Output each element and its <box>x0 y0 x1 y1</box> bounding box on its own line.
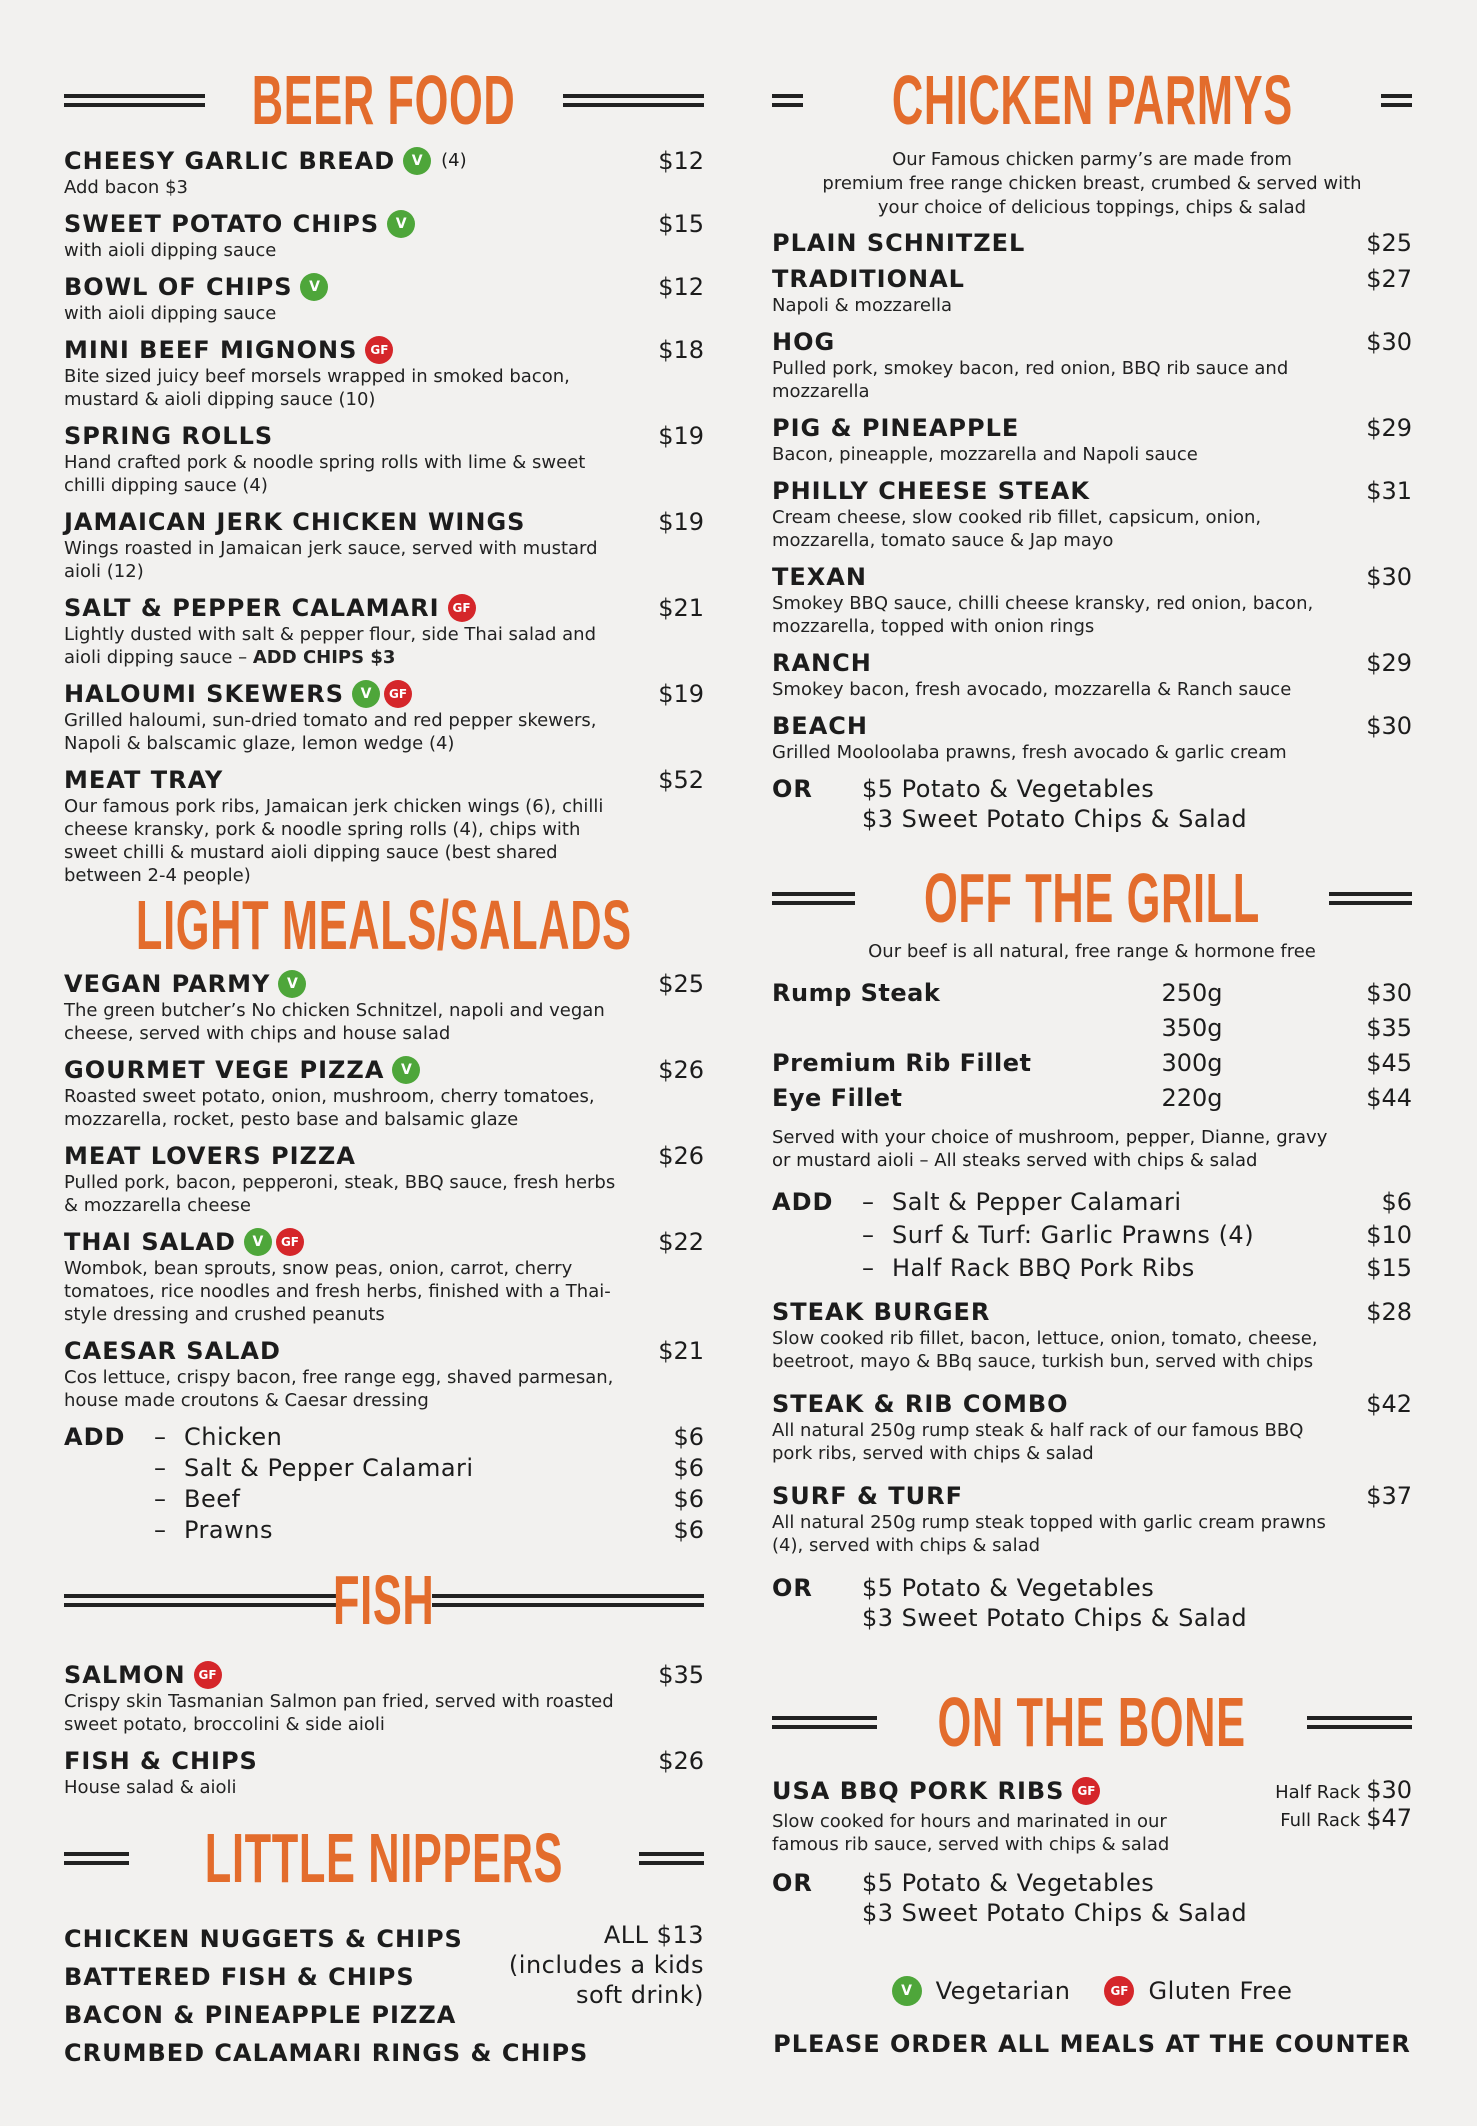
header-rule <box>1329 892 1412 905</box>
item-price: $26 <box>658 1142 704 1170</box>
or-option: $3 Sweet Potato Chips & Salad <box>862 1899 1248 1927</box>
or-option: $5 Potato & Vegetables <box>862 1574 1155 1602</box>
item-desc: Wombok, bean sprouts, snow peas, onion, carrot, cherry tomatoes, rice noodles and fresh herbs, finished with a Thai-style dressing and crushed peanuts <box>64 1258 611 1325</box>
steak-price: $30 <box>1366 979 1412 1007</box>
kids-item: BACON & PINEAPPLE PIZZA <box>64 2001 457 2029</box>
item-name: CAESAR SALAD <box>64 1337 281 1365</box>
item-name: GOURMET VEGE PIZZA <box>64 1056 385 1084</box>
add-on-item: Surf & Turf: Garlic Prawns (4) <box>892 1221 1255 1249</box>
item-name: SPRING ROLLS <box>64 422 274 450</box>
gluten-free-icon: GF <box>448 594 476 622</box>
item-list <box>64 1660 704 1799</box>
vegetarian-icon: V <box>892 1976 922 2006</box>
add-on-row: ADD – Salt & Pepper Calamari $6 <box>772 1186 1412 1219</box>
item-price: $42 <box>1366 1390 1412 1418</box>
item-name: PLAIN SCHNITZEL <box>772 229 1026 257</box>
add-ons <box>64 1422 704 1546</box>
item-name: HALOUMI SKEWERS <box>64 680 345 708</box>
section-header <box>64 1818 704 1898</box>
steak-note: Served with your choice of mushroom, pepper, Dianne, gravy or mustard aioli – All steaks served with chips & salad <box>772 1127 1328 1171</box>
item-name: MEAT TRAY <box>64 766 224 794</box>
menu-item <box>64 593 704 669</box>
header-rule <box>772 892 855 905</box>
legend <box>772 1976 1412 2006</box>
menu-item <box>64 421 704 497</box>
item-desc: Pulled pork, smokey bacon, red onion, BBQ rib sauce and mozzarella <box>772 358 1289 402</box>
add-on-row: – Beef $6 <box>154 1485 704 1513</box>
item-desc: All natural 250g rump steak topped with garlic cream prawns (4), served with chips & salad <box>772 1512 1326 1556</box>
header-rule <box>772 1716 877 1729</box>
item-name: SURF & TURF <box>772 1482 964 1510</box>
item-desc: The green butcher’s No chicken Schnitzel, napoli and vegan cheese, served with chips and house salad <box>64 1000 605 1044</box>
kids-item: CHICKEN NUGGETS & CHIPS <box>64 1925 463 1953</box>
steak-name: Rump Steak <box>772 979 941 1007</box>
item-price: $29 <box>1366 649 1412 677</box>
fish-section <box>64 1560 704 1809</box>
item-desc: Grilled Mooloolaba prawns, fresh avocado & garlic cream <box>772 742 1287 763</box>
item-price: $19 <box>658 422 704 450</box>
header-rule <box>1381 94 1412 107</box>
item-desc: Cream cheese, slow cooked rib fillet, capsicum, onion, mozzarella, tomato sauce & Jap mayo <box>772 507 1262 551</box>
add-on-price: $6 <box>1381 1188 1412 1216</box>
steak-price: $44 <box>1366 1084 1412 1112</box>
item-price: $21 <box>658 1337 704 1365</box>
header-rule <box>639 1852 704 1865</box>
item-desc: Wings roasted in Jamaican jerk sauce, served with mustard aioli (12) <box>64 538 598 582</box>
kids-menu <box>64 1920 704 2072</box>
little-nippers-section <box>64 1818 704 2072</box>
add-on-item: Prawns <box>184 1516 273 1544</box>
item-desc: Add bacon $3 <box>64 177 188 198</box>
item-name: MEAT LOVERS PIZZA <box>64 1142 356 1170</box>
menu-item <box>64 1660 704 1736</box>
section-intro: Our beef is all natural, free range & hormone free <box>868 941 1316 962</box>
item-desc: Hand crafted pork & noodle spring rolls with lime & sweet chilli dipping sauce (4) <box>64 452 586 496</box>
item-name: BOWL OF CHIPS <box>64 273 293 301</box>
item-price: $21 <box>658 594 704 622</box>
kids-item: CRUMBED CALAMARI RINGS & CHIPS <box>64 2039 589 2067</box>
menu-item <box>64 272 704 325</box>
item-name: THAI SALAD <box>64 1228 236 1256</box>
menu-item <box>64 1055 704 1131</box>
item-name: STEAK & RIB COMBO <box>772 1390 1069 1418</box>
item-name: TRADITIONAL <box>772 265 965 293</box>
add-on-row: – Surf & Turf: Garlic Prawns (4) $10 <box>772 1219 1412 1252</box>
item-desc: with aioli dipping sauce <box>64 303 277 324</box>
item-price: $27 <box>1366 265 1412 293</box>
or-option: $5 Potato & Vegetables <box>862 775 1155 803</box>
menu-item <box>64 335 704 411</box>
item-name: USA BBQ PORK RIBS <box>772 1777 1065 1805</box>
legend-vegetarian: Vegetarian <box>935 1977 1071 2005</box>
item-price: $37 <box>1366 1482 1412 1510</box>
menu-item <box>64 679 704 755</box>
or-option: $5 Potato & Vegetables <box>862 1869 1155 1897</box>
gluten-free-icon: GF <box>384 680 412 708</box>
item-price: $25 <box>658 970 704 998</box>
gluten-free-icon: GF <box>365 336 393 364</box>
steak-price: $45 <box>1366 1049 1412 1077</box>
order-notice: PLEASE ORDER ALL MEALS AT THE COUNTER <box>773 2030 1411 2058</box>
steak-row <box>772 1011 1412 1046</box>
add-on-item: Salt & Pepper Calamari <box>892 1188 1182 1216</box>
steak-name: Eye Fillet <box>772 1084 903 1112</box>
section-title: BEER FOOD <box>252 61 516 139</box>
add-on-row: – Prawns $6 <box>154 1516 704 1544</box>
item-price: $12 <box>658 147 704 175</box>
steak-weight: 220g <box>1161 1084 1223 1112</box>
menu-item <box>772 1776 1412 1856</box>
add-on-price: $6 <box>673 1516 704 1544</box>
item-desc: All natural 250g rump steak & half rack of our famous BBQ pork ribs, served with chips & salad <box>772 1420 1304 1464</box>
vegetarian-icon: V <box>392 1056 420 1084</box>
item-name: HOG <box>772 328 836 356</box>
menu-item <box>772 264 1412 317</box>
steak-weight: 250g <box>1161 979 1223 1007</box>
item-desc: Pulled pork, bacon, pepperoni, steak, BBQ sauce, fresh herbs & mozzarella cheese <box>64 1172 616 1216</box>
menu-item <box>772 1389 1412 1465</box>
item-list <box>772 228 1412 834</box>
item-desc: Crispy skin Tasmanian Salmon pan fried, served with roasted sweet potato, broccolini & side aioli <box>64 1691 614 1735</box>
item-desc: Bite sized juicy beef morsels wrapped in smoked bacon, mustard & aioli dipping sauce (10) <box>64 366 570 410</box>
steak-weight: 350g <box>1161 1014 1223 1042</box>
rack-price-row <box>1275 1776 1412 1804</box>
item-price: $26 <box>658 1056 704 1084</box>
add-on-row: – Half Rack BBQ Pork Ribs $15 <box>772 1252 1412 1285</box>
steak-row <box>772 976 1412 1011</box>
add-on-price: $6 <box>673 1485 704 1513</box>
add-chips-note: ADD CHIPS $3 <box>252 647 396 668</box>
header-rule <box>563 94 704 107</box>
add-on-item: Beef <box>184 1485 241 1513</box>
section-header <box>772 60 1412 140</box>
item-price: $30 <box>1366 712 1412 740</box>
section-title: LIGHT MEALS/SALADS <box>136 886 632 964</box>
header-rule <box>64 1594 336 1607</box>
item-name: PHILLY CHEESE STEAK <box>772 477 1090 505</box>
item-name: JAMAICAN JERK CHICKEN WINGS <box>64 508 526 536</box>
menu-item <box>772 228 1412 258</box>
kids-item: BATTERED FISH & CHIPS <box>64 1963 415 1991</box>
vegetarian-icon: V <box>403 147 431 175</box>
gluten-free-icon: GF <box>1104 1976 1134 2006</box>
menu-item <box>772 562 1412 638</box>
section-intro: Our Famous chicken parmy’s are made from premium free range chicken breast, crumbed & served with your choice of delicious toppings, chips & salad <box>822 149 1362 218</box>
light-meals-section <box>64 885 704 1546</box>
item-price: $30 <box>1366 563 1412 591</box>
menu-item <box>772 648 1412 701</box>
item-name: FISH & CHIPS <box>64 1747 258 1775</box>
item-name: STEAK BURGER <box>772 1298 991 1326</box>
item-desc: Smokey bacon, fresh avocado, mozzarella & Ranch sauce <box>772 679 1292 700</box>
or-option: $3 Sweet Potato Chips & Salad <box>862 805 1248 833</box>
add-ons <box>772 1186 1412 1285</box>
vegetarian-icon: V <box>278 970 306 998</box>
steak-list <box>772 976 1412 1116</box>
item-price: $12 <box>658 273 704 301</box>
menu-item <box>64 209 704 262</box>
item-desc: Slow cooked rib fillet, bacon, lettuce, onion, tomato, cheese, beetroot, mayo & BBq sauce, turkish bun, served with chips <box>772 1328 1318 1372</box>
item-name: BEACH <box>772 712 868 740</box>
section-header <box>64 1560 704 1640</box>
section-header <box>64 60 704 140</box>
item-desc: Lightly dusted with salt & pepper flour, side Thai salad and aioli dipping sauce – ADD CHIPS $3 <box>64 624 597 668</box>
legend-gluten-free: Gluten Free <box>1148 1977 1293 2005</box>
add-on-row: ADD – Chicken $6 <box>64 1423 704 1451</box>
header-rule <box>64 94 205 107</box>
chicken-parmys-section <box>772 60 1412 834</box>
item-name: CHEESY GARLIC BREAD <box>64 147 396 175</box>
add-on-price: $15 <box>1366 1254 1412 1282</box>
add-on-price: $10 <box>1366 1221 1412 1249</box>
add-label: ADD <box>772 1188 834 1216</box>
item-price: $30 <box>1366 328 1412 356</box>
item-name: MINI BEEF MIGNONS <box>64 336 358 364</box>
item-desc: Grilled haloumi, sun-dried tomato and red pepper skewers, Napoli & balscamic glaze, lemon wedge (4) <box>64 710 597 754</box>
item-price: $15 <box>658 210 704 238</box>
item-price: $25 <box>1366 229 1412 257</box>
item-price: $35 <box>658 1661 704 1689</box>
menu-item <box>772 413 1412 466</box>
add-on-price: $6 <box>673 1423 704 1451</box>
item-qty: (4) <box>441 150 467 171</box>
rack-label: Half Rack <box>1275 1782 1361 1803</box>
item-name: PIG & PINEAPPLE <box>772 414 1020 442</box>
or-label: OR <box>772 1869 813 1897</box>
section-title: LITTLE NIPPERS <box>204 1819 564 1897</box>
rack-price: $30 <box>1366 1776 1412 1804</box>
item-price: $29 <box>1366 414 1412 442</box>
menu-item <box>64 1336 704 1412</box>
on-the-bone-section <box>772 1682 1412 1928</box>
item-desc: Napoli & mozzarella <box>772 295 952 316</box>
item-name: SALT & PEPPER CALAMARI <box>64 594 440 622</box>
item-price: $19 <box>658 680 704 708</box>
vegetarian-icon: V <box>352 680 380 708</box>
add-on-row: – Salt & Pepper Calamari $6 <box>154 1454 704 1482</box>
header-rule <box>64 1852 129 1865</box>
vegetarian-icon: V <box>387 210 415 238</box>
item-price: $52 <box>658 766 704 794</box>
steak-row <box>772 1046 1412 1081</box>
beer-food-section <box>64 60 704 897</box>
add-on-item: Chicken <box>184 1423 283 1451</box>
add-label: ADD <box>64 1423 126 1451</box>
or-options <box>772 774 1412 834</box>
rack-price: $47 <box>1366 1804 1412 1832</box>
steak-row <box>772 1081 1412 1116</box>
vegetarian-icon: V <box>300 273 328 301</box>
item-price: $22 <box>658 1228 704 1256</box>
or-label: OR <box>772 1574 813 1602</box>
item-price: $31 <box>1366 477 1412 505</box>
vegetarian-icon: V <box>244 1228 272 1256</box>
item-price: $28 <box>1366 1298 1412 1326</box>
section-title: ON THE BONE <box>937 1683 1247 1761</box>
item-list <box>64 969 704 1546</box>
menu-item <box>64 1227 704 1326</box>
steak-price: $35 <box>1366 1014 1412 1042</box>
steak-name: Premium Rib Fillet <box>772 1049 1032 1077</box>
menu-item <box>64 507 704 583</box>
item-name: SWEET POTATO CHIPS <box>64 210 380 238</box>
menu-item <box>64 1141 704 1217</box>
add-on-item: Salt & Pepper Calamari <box>184 1454 474 1482</box>
gluten-free-icon: GF <box>276 1228 304 1256</box>
item-name: TEXAN <box>772 563 867 591</box>
menu-item <box>772 327 1412 403</box>
item-desc: Smokey BBQ sauce, chilli cheese kransky, red onion, bacon, mozzarella, topped with onion rings <box>772 593 1314 637</box>
rack-label: Full Rack <box>1280 1810 1361 1831</box>
rack-prices <box>1275 1776 1412 1832</box>
section-header <box>772 1682 1412 1762</box>
steak-weight: 300g <box>1161 1049 1223 1077</box>
or-option: $3 Sweet Potato Chips & Salad <box>862 1604 1248 1632</box>
rack-price-row <box>1275 1804 1412 1832</box>
section-title: OFF THE GRILL <box>924 859 1260 937</box>
item-price: $26 <box>658 1747 704 1775</box>
off-the-grill-section <box>772 858 1412 1633</box>
item-price: $19 <box>658 508 704 536</box>
menu-item <box>772 711 1412 764</box>
section-title: FISH <box>333 1561 435 1639</box>
menu-item <box>772 1481 1412 1557</box>
item-desc: Our famous pork ribs, Jamaican jerk chicken wings (6), chilli cheese kransky, pork & noodle spring rolls (4), chips with sweet chilli & mustard aioli dipping sauce (best shared between 2-4 people) <box>64 796 604 886</box>
section-header <box>64 885 704 965</box>
gluten-free-icon: GF <box>1072 1777 1100 1805</box>
item-price: $18 <box>658 336 704 364</box>
item-desc: Slow cooked for hours and marinated in our famous rib sauce, served with chips & salad <box>772 1811 1170 1855</box>
section-header <box>772 858 1412 938</box>
item-list <box>772 1297 1412 1633</box>
menu-item <box>64 765 704 887</box>
steak-name <box>772 1011 1152 1046</box>
item-name: RANCH <box>772 649 872 677</box>
item-name: SALMON <box>64 1661 186 1689</box>
header-rule <box>1307 1716 1412 1729</box>
item-desc: Bacon, pineapple, mozzarella and Napoli sauce <box>772 444 1198 465</box>
item-desc: with aioli dipping sauce <box>64 240 277 261</box>
menu-item <box>64 1746 704 1799</box>
menu-item <box>772 476 1412 552</box>
item-desc: House salad & aioli <box>64 1777 237 1798</box>
header-rule <box>772 94 803 107</box>
header-rule <box>432 1594 704 1607</box>
gluten-free-icon: GF <box>194 1661 222 1689</box>
item-desc: Cos lettuce, crispy bacon, free range egg, shaved parmesan, house made croutons & Caesar dressing <box>64 1367 614 1411</box>
add-on-item: Half Rack BBQ Pork Ribs <box>892 1254 1195 1282</box>
section-title: CHICKEN PARMYS <box>891 61 1293 139</box>
or-options <box>772 1573 1412 1633</box>
or-label: OR <box>772 775 813 803</box>
menu-item <box>64 146 704 199</box>
item-desc: Roasted sweet potato, onion, mushroom, cherry tomatoes, mozzarella, rocket, pesto base and balsamic glaze <box>64 1086 595 1130</box>
item-list <box>64 146 704 887</box>
kids-price: ALL $13 (includes a kids soft drink) <box>508 1921 704 2009</box>
item-name: VEGAN PARMY <box>64 970 271 998</box>
menu-item <box>64 969 704 1045</box>
menu-item <box>772 1297 1412 1373</box>
or-options <box>772 1868 1412 1928</box>
add-on-price: $6 <box>673 1454 704 1482</box>
